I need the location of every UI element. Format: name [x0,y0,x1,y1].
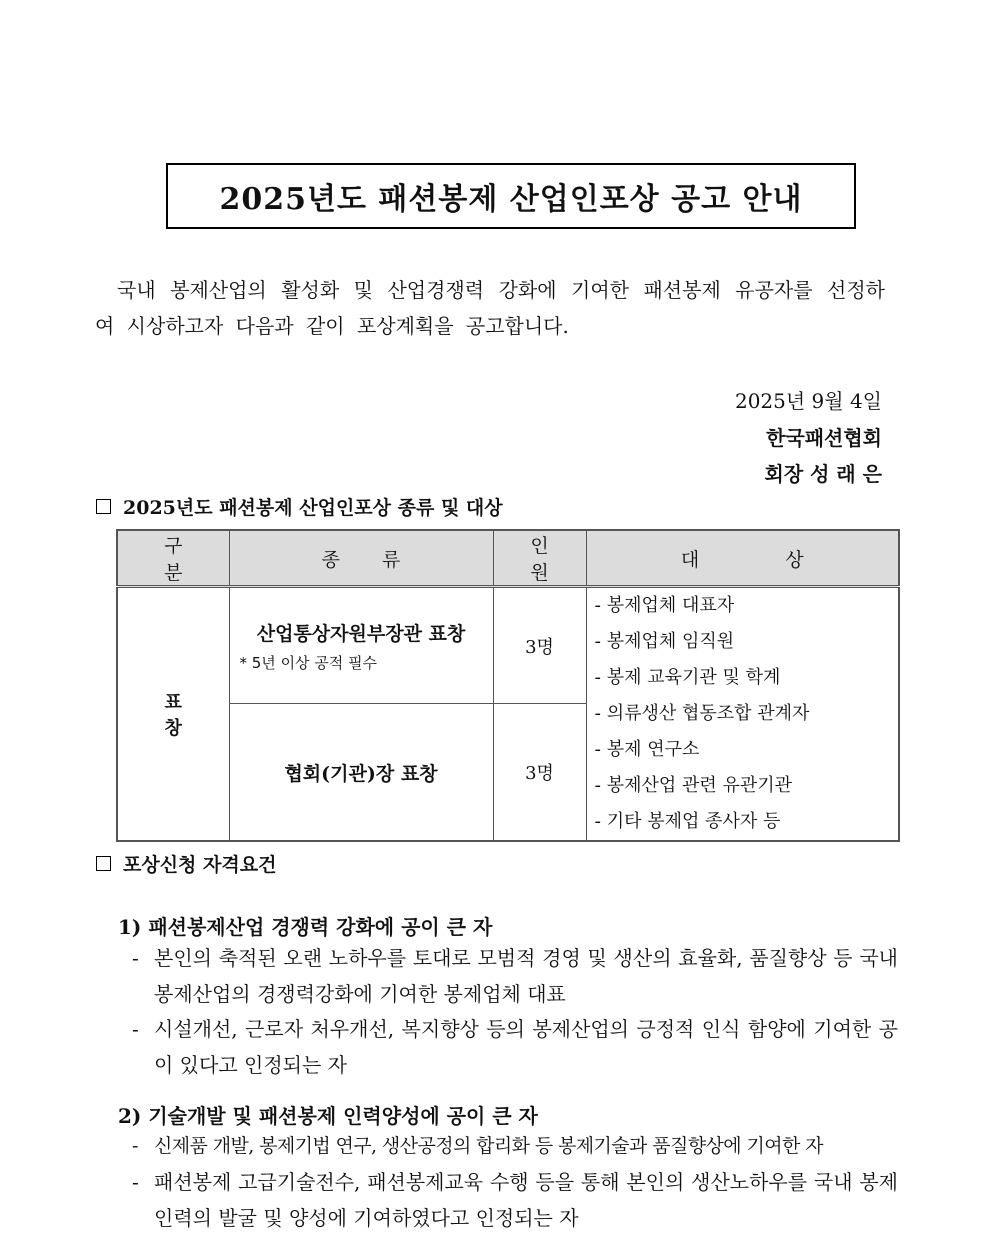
chairman-name: 회장 성 래 은 [764,462,882,486]
header-category: 구 분 [117,530,229,587]
award-type-note: * 5년 이상 공적 필수 [239,653,378,672]
list-item: - 봉제 연구소 [594,739,700,760]
criteria-item [132,1128,898,1164]
count-cell: 3명 [493,587,586,704]
checkbox-square-icon [96,499,111,514]
type-cell [229,587,493,704]
list-item: - 의류생산 협동조합 관계자 [594,703,810,724]
criteria-item [132,940,898,1012]
header-target: 대 상 [586,530,899,587]
header-count: 인 원 [493,530,586,587]
list-item: - 봉제업체 임직원 [594,631,735,652]
list-item: - 봉제업체 대표자 [594,595,735,616]
criteria-heading-1: 1) 패션봉제산업 경쟁력 강화에 공이 큰 자 [118,915,493,939]
intro-paragraph [95,272,885,344]
award-type-label: 산업통상자원부장관 표창 [256,622,466,645]
checkbox-square-icon [96,856,111,871]
criteria-item-text: 시설개선, 근로자 처우개선, 복지향상 등의 봉제산업의 긍정적 인식 함양에 기여한 공이 있다고 인정되는 자 [154,1017,898,1077]
section-heading-awards-text: 2025년도 패션봉제 산업인포상 종류 및 대상 [123,497,503,519]
table-row [117,587,899,704]
criteria-item-text: 본인의 축적된 오랜 노하우를 토대로 모범적 경영 및 생산의 효율화, 품질향상 등 국내 봉제산업의 경쟁력강화에 기여한 봉제업체 대표 [154,946,898,1006]
criteria-item [132,1164,898,1236]
list-item: - 봉제산업 관련 유관기관 [594,775,793,796]
criteria-item [132,1011,898,1083]
dash-bullet: - [132,1017,139,1041]
section-heading-criteria [96,850,276,877]
list-item: - 기타 봉제업 종사자 등 [594,811,781,832]
dash-bullet: - [132,1170,139,1194]
count-cell: 3명 [493,704,586,842]
criteria-item-text: 패션봉제 고급기술전수, 패션봉제교육 수행 등을 통해 본인의 생산노하우를 국내 봉제인력의 발굴 및 양성에 기여하였다고 인정되는 자 [154,1170,898,1230]
table-header-row [117,530,899,587]
list-item: - 봉제 교육기관 및 학계 [594,667,781,688]
section-heading-awards [96,493,503,520]
intro-text: 국내 봉제산업의 활성화 및 산업경쟁력 강화에 기여한 패션봉제 유공자를 선정하여 시상하고자 다음과 같이 포상계획을 공고합니다. [95,278,885,338]
announcement-date: 2025년 9월 4일 [734,389,882,413]
organization-name: 한국패션협회 [766,426,882,450]
header-type: 종 류 [229,530,493,587]
section-heading-criteria-text: 포상신청 자격요건 [123,854,277,876]
type-cell: 협회(기관)장 표창 [229,704,493,842]
awards-table [116,529,900,842]
dash-bullet: - [132,1135,139,1157]
criteria-heading-2: 2) 기술개발 및 패션봉제 인력양성에 공이 큰 자 [118,1104,538,1128]
target-cell [586,587,899,842]
target-list [587,588,899,840]
page-title: 2025년도 패션봉제 산업인포상 공고 안내 [166,163,856,229]
category-cell: 표 창 [117,587,229,842]
dash-bullet: - [132,946,139,970]
criteria-item-text: 신제품 개발, 봉제기법 연구, 생산공정의 합리화 등 봉제기술과 품질향상에 기여한 자 [154,1135,823,1157]
